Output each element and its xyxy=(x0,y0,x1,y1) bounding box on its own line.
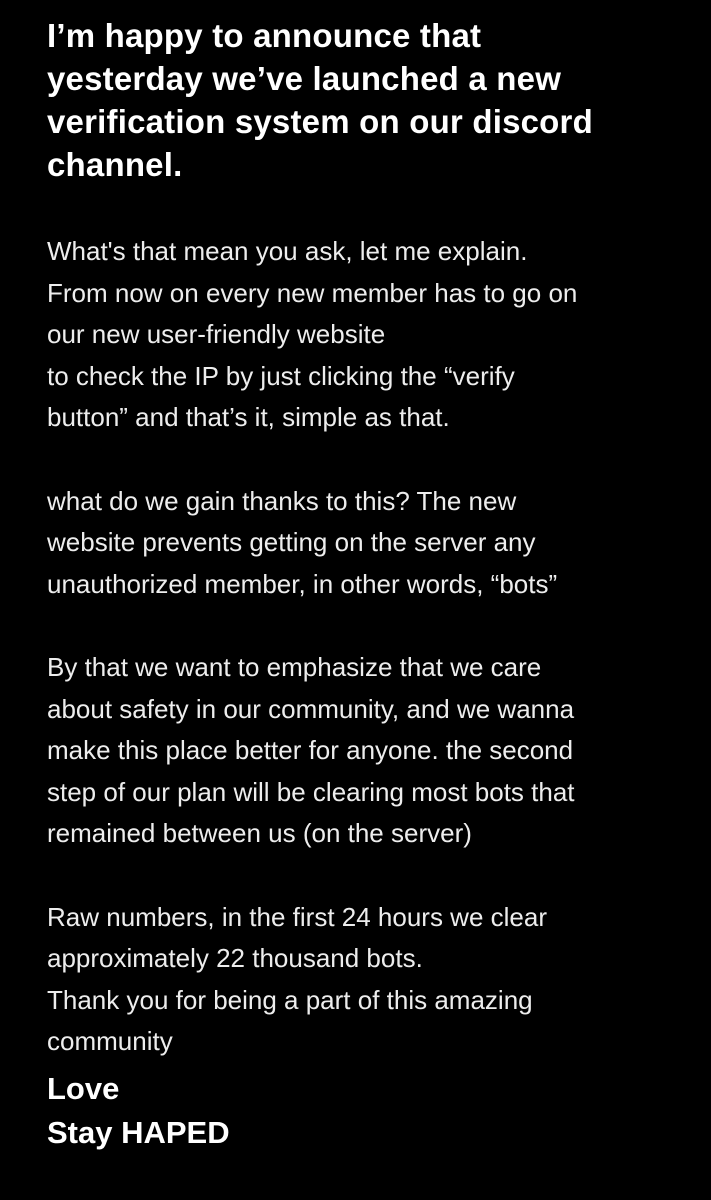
text-line: approximately 22 thousand bots. xyxy=(47,943,423,973)
paragraph-verification-explained xyxy=(47,231,697,439)
text-line: what do we gain thanks to this? The new xyxy=(47,485,517,516)
text-line: Raw numbers, in the first 24 hours we clear xyxy=(47,901,547,932)
text-line: unauthorized member, in other words, “bots” xyxy=(47,568,558,599)
text-line: remained between us (on the server) xyxy=(47,818,472,848)
text-line: By that we want to emphasize that we care xyxy=(47,652,542,682)
signoff-stay-haped: Stay HAPED xyxy=(47,1114,230,1150)
text-line: to check the IP by just clicking the “verify xyxy=(47,360,515,391)
title-line: channel. xyxy=(47,146,183,183)
title-line: I’m happy to announce that xyxy=(47,17,482,54)
title-line: yesterday we’ve launched a new xyxy=(47,60,562,97)
text-line: make this place better for anyone. the second xyxy=(47,735,574,765)
paragraph-benefits xyxy=(47,481,697,606)
text-line: What's that mean you ask, let me explain. xyxy=(47,236,528,266)
text-line: Thank you for being a part of this amazing xyxy=(47,984,533,1015)
text-line: button” and that’s it, simple as that. xyxy=(47,402,450,432)
paragraph-results xyxy=(47,897,697,1063)
announcement-title xyxy=(47,14,697,186)
text-line: From now on every new member has to go on xyxy=(47,277,578,308)
text-line: our new user-friendly website xyxy=(47,319,386,349)
paragraph-safety xyxy=(47,647,697,855)
text-line: about safety in our community, and we wanna xyxy=(47,693,575,724)
text-line: step of our plan will be clearing most bots that xyxy=(47,776,575,807)
text-line: website prevents getting on the server any xyxy=(47,527,536,557)
announcement-note xyxy=(47,14,697,1155)
text-line: community xyxy=(47,1026,173,1056)
signoff-love: Love xyxy=(47,1070,120,1106)
title-line: verification system on our discord xyxy=(47,103,593,140)
